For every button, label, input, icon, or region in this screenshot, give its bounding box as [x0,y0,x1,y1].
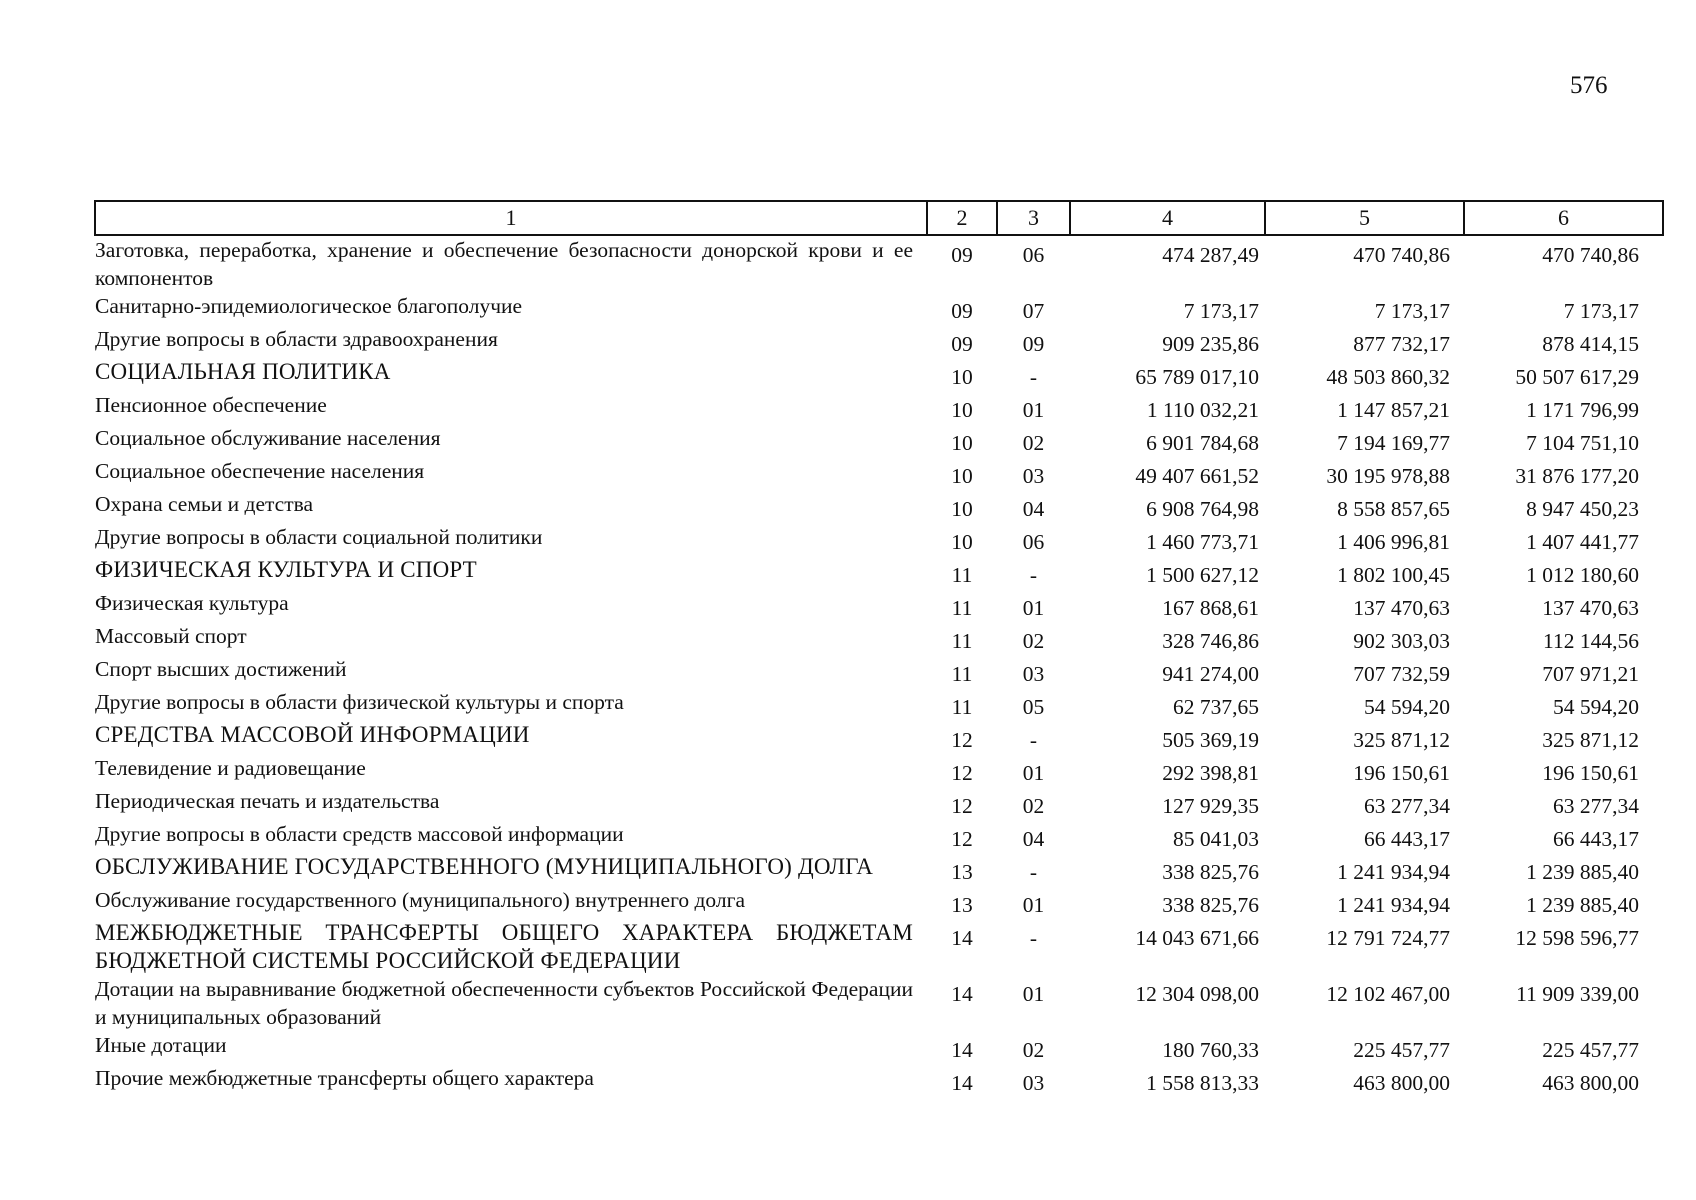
table-row [95,589,1663,622]
table-row [95,358,1663,391]
row-value-col4: 65 789 017,10 [1135,365,1259,389]
row-section-code: 10 [951,365,973,389]
row-value-col6: 470 740,86 [1542,243,1639,267]
table-row [95,787,1663,820]
row-value-col6: 1 171 796,99 [1526,398,1639,422]
row-value-col4: 292 398,81 [1162,761,1259,785]
row-value-col4: 338 825,76 [1162,893,1259,917]
row-subsection-code: - [1029,728,1038,752]
row-section-code: 13 [951,893,973,917]
table-row [95,853,1663,886]
row-section-code: 12 [951,728,973,752]
table-row [95,688,1663,721]
row-value-col6: 8 947 450,23 [1526,497,1639,521]
row-value-col4: 1 558 813,33 [1146,1071,1259,1095]
row-value-col6: 463 800,00 [1542,1071,1639,1095]
row-subsection-code: 01 [1022,596,1045,620]
row-value-col4: 338 825,76 [1162,860,1259,884]
row-name: Санитарно-эпидемиологическое благополучие [95,294,523,318]
row-value-col5: 225 457,77 [1353,1038,1450,1062]
row-value-col5: 1 241 934,94 [1337,860,1450,884]
header-col-3: 3 [997,201,1070,235]
row-value-col6: 11 909 339,00 [1516,982,1639,1006]
row-value-col4: 474 287,49 [1162,243,1259,267]
row-value-col4: 6 901 784,68 [1146,431,1259,455]
table-row [95,754,1663,787]
row-subsection-code: 07 [1022,299,1045,323]
row-subsection-code: 01 [1022,893,1045,917]
row-subsection-code: - [1029,860,1038,884]
row-section-code: 09 [951,243,973,267]
row-value-col6: 1 012 180,60 [1526,563,1639,587]
table-row [95,820,1663,853]
row-value-col6: 707 971,21 [1542,662,1639,686]
table-row [95,235,1663,292]
row-value-col5: 470 740,86 [1353,243,1450,267]
row-value-col4: 909 235,86 [1162,332,1259,356]
row-section-code: 10 [951,431,973,455]
row-subsection-code: 04 [1022,827,1045,851]
row-name: Иные дотации [95,1033,227,1057]
row-section-code: 12 [951,827,973,851]
row-name: Массовый спорт [95,624,247,648]
row-subsection-code: - [1029,926,1038,950]
row-section-code: 09 [951,332,973,356]
row-value-col6: 7 173,17 [1563,299,1639,323]
row-value-col6: 1 239 885,40 [1526,860,1639,884]
row-value-col5: 54 594,20 [1364,695,1450,719]
row-name: Заготовка, переработка, хранение и обеспечение безопасности донорской крови и ее компонентов [95,238,913,290]
row-value-col6: 12 598 596,77 [1515,926,1639,950]
row-name: Охрана семьи и детства [95,492,314,516]
row-subsection-code: 06 [1022,243,1045,267]
row-value-col5: 48 503 860,32 [1326,365,1450,389]
row-subsection-code: 01 [1022,761,1045,785]
row-section-code: 14 [951,982,973,1006]
row-name: Периодическая печать и издательства [95,789,440,813]
table-row [95,622,1663,655]
row-section-code: 13 [951,860,973,884]
row-value-col6: 63 277,34 [1553,794,1639,818]
table-row [95,325,1663,358]
row-name: Спорт высших достижений [95,657,347,681]
row-value-col6: 31 876 177,20 [1515,464,1639,488]
table-row [95,490,1663,523]
row-subsection-code: 02 [1022,431,1045,455]
row-section-code: 10 [951,530,973,554]
row-subsection-code: 06 [1022,530,1045,554]
row-value-col5: 8 558 857,65 [1337,497,1450,521]
row-value-col5: 877 732,17 [1353,332,1450,356]
row-subsection-code: - [1029,563,1038,587]
table-row [95,556,1663,589]
row-name: ФИЗИЧЕСКАЯ КУЛЬТУРА И СПОРТ [95,557,477,582]
row-section-code: 10 [951,398,973,422]
table-row [95,975,1663,1031]
row-section-code: 11 [951,596,973,620]
row-section-code: 11 [951,695,973,719]
row-value-col5: 12 791 724,77 [1326,926,1450,950]
row-value-col5: 196 150,61 [1353,761,1450,785]
row-section-code: 11 [951,662,973,686]
row-name: Прочие межбюджетные трансферты общего характера [95,1066,594,1090]
header-col-5: 5 [1265,201,1464,235]
row-value-col4: 1 460 773,71 [1146,530,1259,554]
header-col-1: 1 [95,201,927,235]
table-row [95,721,1663,754]
row-name: Другие вопросы в области средств массовой информации [95,822,624,846]
row-name: ОБСЛУЖИВАНИЕ ГОСУДАРСТВЕННОГО (МУНИЦИПАЛЬНОГО) ДОЛГА [95,854,874,879]
row-value-col6: 7 104 751,10 [1526,431,1639,455]
table-header [95,201,1663,235]
row-subsection-code: 03 [1022,662,1045,686]
row-value-col5: 66 443,17 [1364,827,1450,851]
row-value-col4: 1 500 627,12 [1146,563,1259,587]
row-name: Дотации на выравнивание бюджетной обеспеченности субъектов Российской Федерации и муниципальных образований [95,977,913,1029]
row-name: Физическая культура [95,591,289,615]
row-section-code: 10 [951,497,973,521]
row-value-col5: 7 173,17 [1374,299,1450,323]
row-value-col4: 505 369,19 [1162,728,1259,752]
row-section-code: 11 [951,629,973,653]
row-value-col4: 85 041,03 [1173,827,1259,851]
row-name: Телевидение и радиовещание [95,756,366,780]
row-value-col5: 707 732,59 [1353,662,1450,686]
row-value-col6: 54 594,20 [1553,695,1639,719]
table-row [95,523,1663,556]
table-row [95,292,1663,325]
row-section-code: 14 [951,1071,973,1095]
row-value-col4: 62 737,65 [1173,695,1259,719]
row-subsection-code: 04 [1022,497,1045,521]
row-value-col5: 12 102 467,00 [1326,982,1450,1006]
header-col-4: 4 [1070,201,1265,235]
row-value-col6: 112 144,56 [1543,629,1639,653]
row-value-col4: 7 173,17 [1183,299,1259,323]
header-col-2: 2 [927,201,997,235]
row-value-col6: 878 414,15 [1542,332,1639,356]
row-section-code: 14 [951,926,973,950]
row-value-col5: 1 241 934,94 [1337,893,1450,917]
table-body [95,235,1663,1097]
row-subsection-code: 02 [1022,1038,1045,1062]
table-row [95,1064,1663,1097]
table-row [95,886,1663,919]
row-name: Другие вопросы в области социальной политики [95,525,543,549]
row-subsection-code: 01 [1022,982,1045,1006]
row-value-col5: 1 147 857,21 [1337,398,1450,422]
row-name: Другие вопросы в области физической культуры и спорта [95,690,624,714]
row-value-col4: 1 110 032,21 [1146,398,1259,422]
row-name: Социальное обеспечение населения [95,459,425,483]
row-value-col4: 12 304 098,00 [1135,982,1259,1006]
row-value-col5: 902 303,03 [1353,629,1450,653]
row-value-col4: 167 868,61 [1162,596,1259,620]
table-row [95,919,1663,975]
row-name: Социальное обслуживание населения [95,426,441,450]
row-subsection-code: 01 [1022,398,1045,422]
table-row [95,457,1663,490]
row-section-code: 14 [951,1038,973,1062]
row-value-col4: 180 760,33 [1162,1038,1259,1062]
row-name: МЕЖБЮДЖЕТНЫЕ ТРАНСФЕРТЫ ОБЩЕГО ХАРАКТЕРА БЮДЖЕТАМ БЮДЖЕТНОЙ СИСТЕМЫ РОССИЙСКОЙ ФЕДЕРАЦИИ [95,920,913,973]
row-name: Другие вопросы в области здравоохранения [95,327,498,351]
row-value-col6: 66 443,17 [1553,827,1639,851]
row-value-col5: 30 195 978,88 [1326,464,1450,488]
row-value-col4: 941 274,00 [1162,662,1259,686]
row-subsection-code: 02 [1022,629,1045,653]
row-subsection-code: 05 [1022,695,1045,719]
row-name: Обслуживание государственного (муниципального) внутреннего долга [95,888,745,912]
row-value-col5: 325 871,12 [1353,728,1450,752]
row-value-col5: 137 470,63 [1353,596,1450,620]
page-number: 576 [1570,72,1608,99]
row-subsection-code: 03 [1022,1071,1045,1095]
row-value-col4: 14 043 671,66 [1135,926,1259,950]
row-section-code: 12 [951,794,973,818]
row-value-col4: 6 908 764,98 [1146,497,1259,521]
row-value-col6: 50 507 617,29 [1515,365,1639,389]
table-row [95,424,1663,457]
row-value-col5: 1 802 100,45 [1337,563,1450,587]
row-value-col5: 463 800,00 [1353,1071,1450,1095]
row-name: СРЕДСТВА МАССОВОЙ ИНФОРМАЦИИ [95,722,530,747]
header-row [95,201,1663,235]
row-section-code: 12 [951,761,973,785]
row-name: СОЦИАЛЬНАЯ ПОЛИТИКА [95,359,391,384]
budget-table [94,200,1664,1097]
row-subsection-code: 09 [1022,332,1045,356]
row-value-col6: 325 871,12 [1542,728,1639,752]
row-subsection-code: 02 [1022,794,1045,818]
table-row [95,655,1663,688]
row-section-code: 09 [951,299,973,323]
row-value-col4: 127 929,35 [1162,794,1259,818]
table-row [95,1031,1663,1064]
table-row [95,391,1663,424]
row-section-code: 11 [951,563,973,587]
row-value-col4: 49 407 661,52 [1135,464,1259,488]
row-section-code: 10 [951,464,973,488]
row-value-col5: 1 406 996,81 [1337,530,1450,554]
row-subsection-code: - [1029,365,1038,389]
row-value-col4: 328 746,86 [1162,629,1259,653]
row-name: Пенсионное обеспечение [95,393,327,417]
row-subsection-code: 03 [1022,464,1045,488]
row-value-col5: 7 194 169,77 [1337,431,1450,455]
row-value-col5: 63 277,34 [1364,794,1450,818]
row-value-col6: 225 457,77 [1542,1038,1639,1062]
row-value-col6: 137 470,63 [1542,596,1639,620]
header-col-6: 6 [1464,201,1663,235]
row-value-col6: 196 150,61 [1542,761,1639,785]
row-value-col6: 1 239 885,40 [1526,893,1639,917]
row-value-col6: 1 407 441,77 [1526,530,1639,554]
